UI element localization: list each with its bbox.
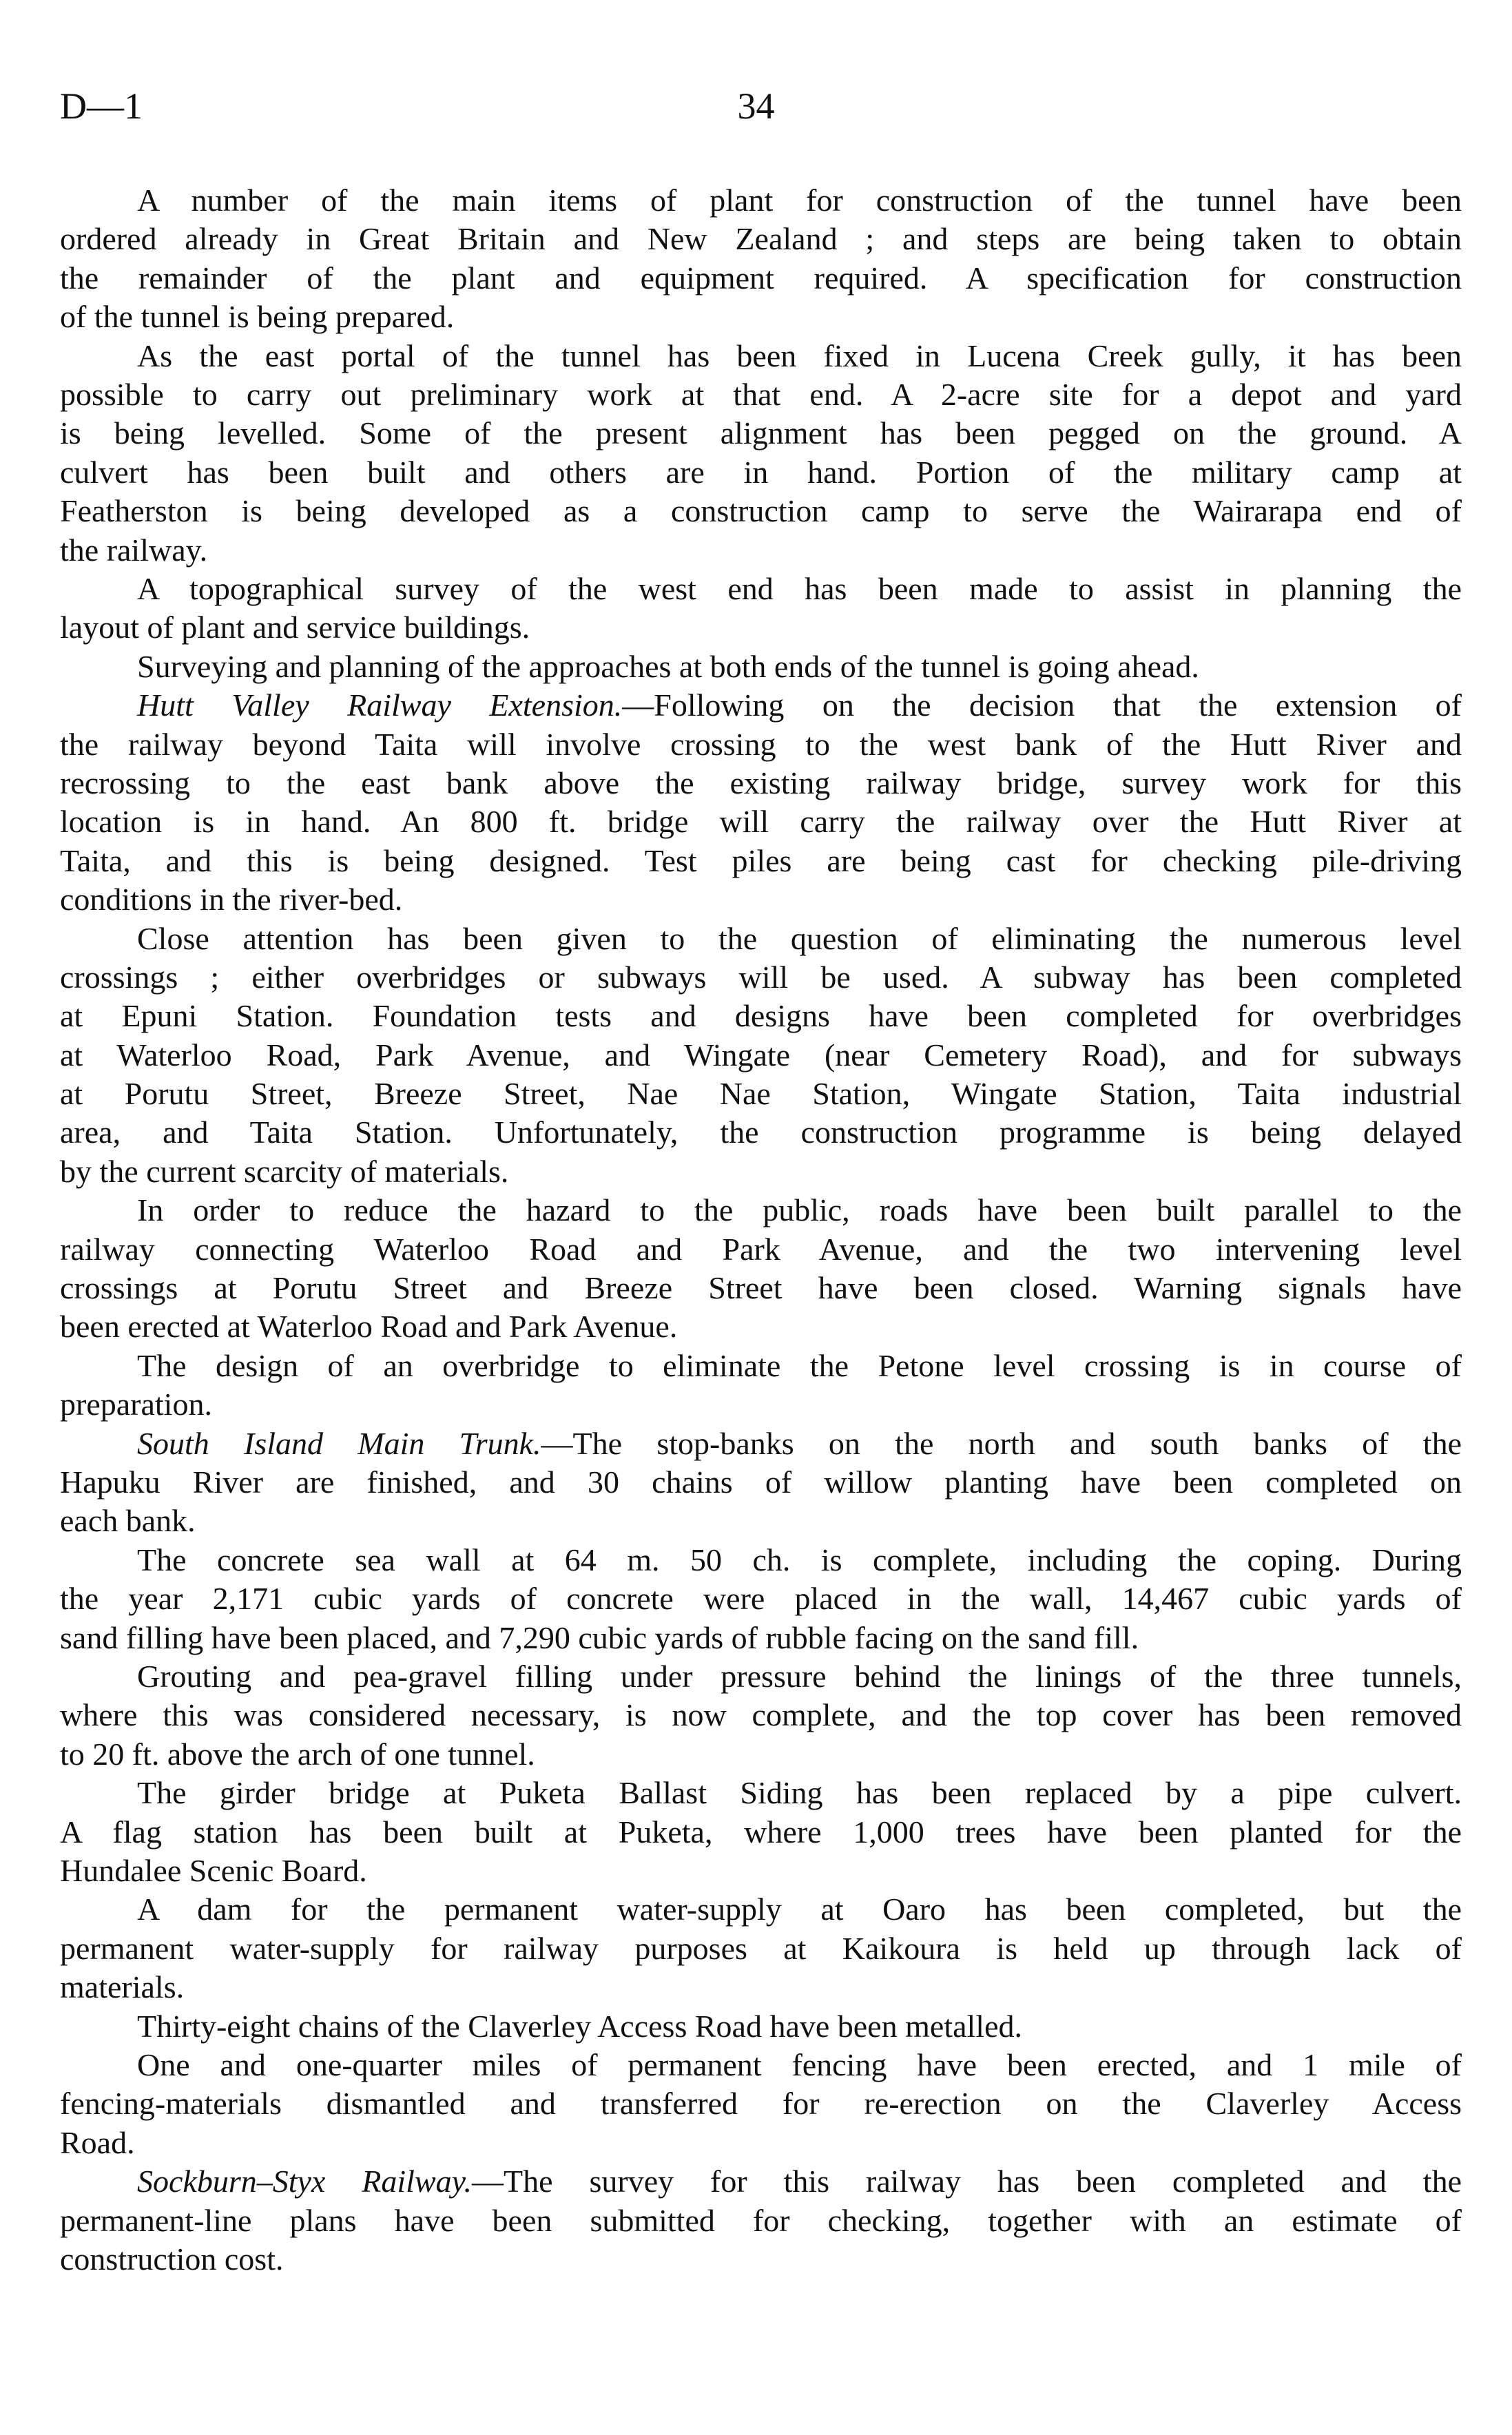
text-line — [60, 2084, 1462, 2123]
line-text: A number of the main items of plant for construction of the tunnel have been — [137, 183, 1462, 218]
paragraph — [60, 647, 1462, 686]
text-line — [60, 570, 1462, 608]
line-text: area, and Taita Station. Unfortunately, the construction programme is being delayed — [60, 1115, 1462, 1150]
line-text: crossings ; either overbridges or subways will be used. A subway has been completed — [60, 959, 1462, 995]
paragraph — [60, 2007, 1462, 2046]
paragraph — [60, 1424, 1462, 1541]
text-line — [60, 725, 1462, 764]
line-text: possible to carry out preliminary work at that end. A 2-acre site for a depot and yard — [60, 376, 1462, 412]
line-text: fencing-materials dismantled and transferred for re-erection on the Claverley Access — [60, 2086, 1462, 2122]
line-text: by the current scarcity of materials. — [60, 1153, 509, 1189]
line-text: The girder bridge at Puketa Ballast Siding has been replaced by a pipe culvert. — [137, 1775, 1462, 1811]
text-line — [60, 1036, 1462, 1075]
line-text: layout of plant and service buildings. — [60, 610, 530, 645]
line-text: recrossing to the east bank above the existing railway bridge, survey work for this — [60, 765, 1462, 800]
text-line — [60, 453, 1462, 492]
text-line — [60, 2046, 1462, 2084]
text-line — [60, 1774, 1462, 1812]
line-text: sand filling have been placed, and 7,290 cubic yards of rubble facing on the sand fill. — [60, 1619, 1139, 1655]
line-text: As the east portal of the tunnel has been fixed in Lucena Creek gully, it has been — [137, 338, 1462, 373]
text-line — [60, 2007, 1462, 2046]
text-line — [60, 1113, 1462, 1152]
text-line — [60, 1191, 1462, 1230]
text-line — [60, 1347, 1462, 1385]
line-text: railway connecting Waterloo Road and Park Avenue, and the two intervening level — [60, 1231, 1462, 1267]
text-line — [60, 1502, 1462, 1540]
text-line — [60, 647, 1462, 686]
document-code: D—1 — [60, 85, 143, 127]
paragraph — [60, 2046, 1462, 2162]
line-text: the railway beyond Taita will involve crossing to the west bank of the Hutt River and — [60, 726, 1462, 762]
line-text: the railway. — [60, 532, 208, 568]
text-line — [60, 1307, 1462, 1346]
text-line — [60, 920, 1462, 958]
line-text: crossings at Porutu Street and Breeze Street have been closed. Warning signals have — [60, 1270, 1462, 1306]
paragraph — [60, 2162, 1462, 2279]
text-line — [60, 2162, 1462, 2201]
text-line — [60, 1152, 1462, 1191]
paragraph — [60, 686, 1462, 919]
text-line — [60, 1463, 1462, 1502]
line-text: Hundalee Scenic Board. — [60, 1852, 367, 1888]
text-line — [60, 608, 1462, 647]
line-text: to 20 ft. above the arch of one tunnel. — [60, 1736, 535, 1772]
text-line — [60, 1579, 1462, 1618]
section-heading: Hutt Valley Railway Extension. — [137, 687, 623, 723]
line-text: A flag station has been built at Puketa, where 1,000 trees have been planted for the — [60, 1814, 1462, 1849]
text-line — [60, 997, 1462, 1035]
line-text: ordered already in Great Britain and New Zealand ; and steps are being taken to obtain — [60, 221, 1462, 257]
line-text: —Following on the decision that the extension of — [622, 687, 1462, 723]
line-text: Road. — [60, 2124, 135, 2160]
text-line — [60, 1385, 1462, 1424]
text-line — [60, 1657, 1462, 1696]
text-line — [60, 298, 1462, 336]
document-body — [60, 181, 1462, 2279]
line-text: location is in hand. An 800 ft. bridge will carry the railway over the Hutt River at — [60, 804, 1462, 840]
line-text: A topographical survey of the west end has been made to assist in planning the — [137, 570, 1462, 606]
text-line — [60, 2124, 1462, 2162]
line-text: Featherston is being developed as a construction camp to serve the Wairarapa end of — [60, 493, 1462, 529]
text-line — [60, 764, 1462, 802]
text-line — [60, 686, 1462, 725]
text-line — [60, 1852, 1462, 1890]
text-line — [60, 2201, 1462, 2240]
line-text: is being levelled. Some of the present alignment has been pegged on the ground. A — [60, 415, 1462, 451]
text-line — [60, 1929, 1462, 1968]
line-text: preparation. — [60, 1387, 212, 1422]
text-line — [60, 1890, 1462, 1929]
text-line — [60, 1735, 1462, 1774]
paragraph — [60, 570, 1462, 647]
line-text: Hapuku River are finished, and 30 chains of willow planting have been completed on — [60, 1464, 1462, 1500]
line-text: Close attention has been given to the question of eliminating the numerous level — [137, 920, 1462, 956]
text-line — [60, 220, 1462, 258]
section-heading: Sockburn–Styx Railway. — [137, 2164, 473, 2199]
line-text: Surveying and planning of the approaches at both ends of the tunnel is going ahead. — [137, 648, 1199, 684]
line-text: permanent water-supply for railway purposes at Kaikoura is held up through lack of — [60, 1930, 1462, 1966]
line-text: the remainder of the plant and equipment required. A specification for construction — [60, 260, 1462, 296]
text-line — [60, 492, 1462, 530]
line-text: each bank. — [60, 1503, 196, 1539]
text-line — [60, 2240, 1462, 2279]
line-text: conditions in the river-bed. — [60, 882, 403, 918]
paragraph — [60, 1890, 1462, 2007]
text-line — [60, 375, 1462, 414]
paragraph — [60, 1657, 1462, 1774]
text-line — [60, 802, 1462, 841]
text-line — [60, 958, 1462, 997]
line-text: —The survey for this railway has been completed and the — [472, 2164, 1462, 2199]
line-text: One and one-quarter miles of permanent fencing have been erected, and 1 mile of — [137, 2047, 1462, 2082]
line-text: where this was considered necessary, is now complete, and the top cover has been removed — [60, 1697, 1462, 1733]
text-line — [60, 1813, 1462, 1852]
line-text: In order to reduce the hazard to the public, roads have been built parallel to the — [137, 1192, 1462, 1228]
text-line — [60, 531, 1462, 570]
text-line — [60, 259, 1462, 298]
paragraph — [60, 1774, 1462, 1890]
paragraph — [60, 337, 1462, 570]
text-line — [60, 842, 1462, 880]
line-text: been erected at Waterloo Road and Park Avenue. — [60, 1309, 678, 1345]
text-line — [60, 414, 1462, 453]
section-heading: South Island Main Trunk. — [137, 1425, 541, 1461]
text-line — [60, 1269, 1462, 1307]
paragraph — [60, 1541, 1462, 1657]
line-text: construction cost. — [60, 2241, 284, 2277]
line-text: at Porutu Street, Breeze Street, Nae Nae Station, Wingate Station, Taita industrial — [60, 1076, 1462, 1112]
line-text: at Epuni Station. Foundation tests and designs have been completed for overbridges — [60, 998, 1462, 1034]
text-line — [60, 1619, 1462, 1657]
line-text: Grouting and pea-gravel filling under pressure behind the linings of the three tunnels, — [137, 1659, 1462, 1694]
page-number: 34 — [737, 85, 775, 127]
line-text: of the tunnel is being prepared. — [60, 299, 455, 335]
paragraph — [60, 181, 1462, 337]
text-line — [60, 1541, 1462, 1579]
text-line — [60, 1696, 1462, 1734]
paragraph — [60, 920, 1462, 1192]
text-line — [60, 880, 1462, 919]
line-text: The design of an overbridge to eliminate the Petone level crossing is in course of — [137, 1347, 1462, 1383]
line-text: permanent-line plans have been submitted for checking, together with an estimate of — [60, 2202, 1462, 2238]
line-text: materials. — [60, 1969, 185, 2005]
paragraph — [60, 1347, 1462, 1424]
text-line — [60, 1230, 1462, 1269]
text-line — [60, 1075, 1462, 1113]
line-text: The concrete sea wall at 64 m. 50 ch. is complete, including the coping. During — [137, 1542, 1462, 1577]
line-text: Thirty-eight chains of the Claverley Access Road have been metalled. — [137, 2008, 1022, 2044]
line-text: —The stop-banks on the north and south banks of the — [541, 1425, 1462, 1461]
line-text: A dam for the permanent water-supply at Oaro has been completed, but the — [137, 1892, 1462, 1927]
paragraph — [60, 1191, 1462, 1347]
line-text: at Waterloo Road, Park Avenue, and Wingate (near Cemetery Road), and for subways — [60, 1037, 1462, 1073]
text-line — [60, 181, 1462, 220]
text-line — [60, 1968, 1462, 2007]
line-text: culvert has been built and others are in hand. Portion of the military camp at — [60, 454, 1462, 490]
line-text: the year 2,171 cubic yards of concrete were placed in the wall, 14,467 cubic yards of — [60, 1581, 1462, 1617]
line-text: Taita, and this is being designed. Test piles are being cast for checking pile-driving — [60, 842, 1462, 878]
text-line — [60, 1424, 1462, 1463]
text-line — [60, 337, 1462, 375]
